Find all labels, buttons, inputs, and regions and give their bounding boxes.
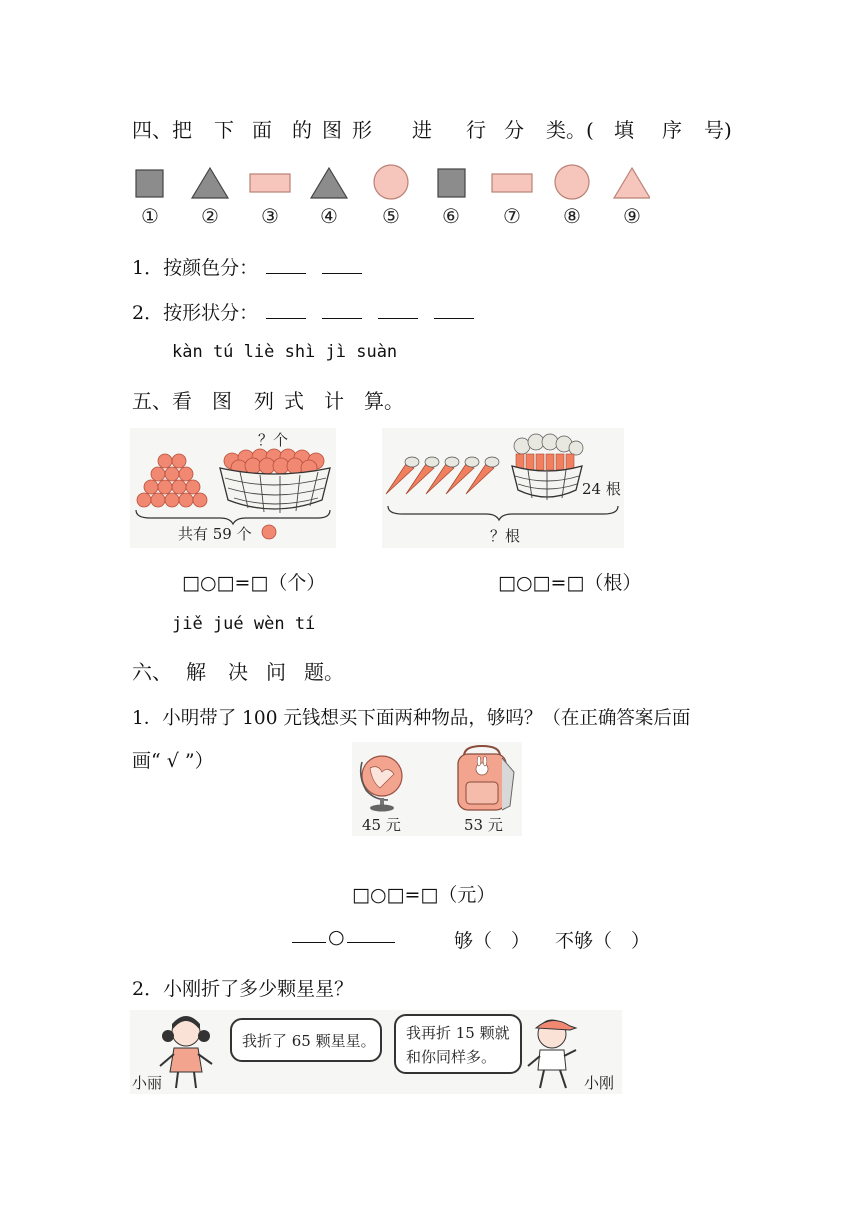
q6-1-line2: 画“ √ ”） — [132, 750, 214, 772]
globe-icon — [361, 756, 402, 812]
shape-label-1: ① — [141, 204, 159, 228]
shape-label-4: ④ — [320, 204, 338, 228]
globe-price: 45 元 — [362, 816, 401, 834]
q4-2-by-shape: 2．按形状分： — [132, 298, 482, 325]
formula-money: □○□=□（元） — [352, 884, 496, 906]
carrots-figure — [382, 428, 624, 548]
not-enough-option[interactable]: 不够（ ） — [555, 930, 651, 952]
shape-label-7: ⑦ — [503, 204, 521, 228]
apples-question-label: ？个 — [258, 431, 289, 449]
shape-4-gray-triangle — [311, 168, 347, 198]
xiaogang-speech-line1: 我再折 15 颗就 — [406, 1024, 510, 1042]
shape-label-3: ③ — [261, 204, 279, 228]
shape-2-gray-triangle — [192, 168, 228, 198]
carrots-question-label: ？根 — [490, 527, 521, 545]
formula-apples: □○□=□（个） — [182, 572, 326, 594]
section6-pinyin: jiě jué wèn tí — [172, 614, 316, 634]
apples-figure — [130, 428, 336, 548]
xiaoli-name: 小丽 — [132, 1074, 163, 1092]
q6-2: 2．小刚折了多少颗星星？ — [132, 978, 354, 1000]
boy-icon — [528, 1020, 576, 1088]
shape-label-9: ⑨ — [623, 204, 641, 228]
answer-blank[interactable] — [266, 304, 306, 319]
shape-6-gray-square — [438, 169, 465, 197]
girl-icon — [160, 1016, 212, 1088]
carrots-amount-label: 24 根 — [582, 480, 621, 498]
answer-blank[interactable] — [378, 304, 418, 319]
q6-1-line1: 1．小明带了 100 元钱想买下面两种物品，够吗？（在正确答案后面 — [132, 708, 691, 729]
compare-blank-right[interactable] — [347, 928, 395, 943]
apples-total-label: 共有 59 个 — [178, 525, 252, 543]
xiaoli-speech-bubble — [230, 1018, 382, 1062]
dialogue-figure — [130, 1010, 622, 1094]
shape-label-2: ② — [201, 204, 219, 228]
answer-blank[interactable] — [434, 304, 474, 319]
backpack-icon — [458, 746, 514, 810]
enough-option[interactable]: 够（ ） — [454, 930, 531, 952]
shape-label-5: ⑤ — [382, 204, 400, 228]
compare-row — [292, 926, 395, 948]
compare-blank-left[interactable] — [292, 928, 326, 943]
shape-7-pink-rectangle — [492, 174, 532, 192]
shape-3-pink-rectangle — [250, 174, 290, 192]
xiaogang-speech-line2: 和你同样多。 — [406, 1048, 497, 1066]
backpack-price: 53 元 — [464, 816, 503, 834]
xiaogang-speech-bubble — [394, 1014, 522, 1074]
compare-circle[interactable]: ○ — [328, 926, 345, 948]
section5-pinyin: kàn tú liè shì jì suàn — [172, 342, 398, 362]
shapes-figure — [130, 160, 650, 230]
shape-9-pink-triangle — [614, 168, 650, 198]
shape-label-6: ⑥ — [442, 204, 460, 228]
shape-label-8: ⑧ — [563, 204, 581, 228]
formula-carrots: □○□=□（根） — [498, 572, 642, 594]
shape-8-pink-circle — [555, 165, 589, 199]
xiaoli-speech-text: 我折了 65 颗星星。 — [242, 1032, 376, 1050]
items-figure — [352, 742, 522, 836]
answer-blank[interactable] — [322, 259, 362, 274]
xiaogang-name: 小刚 — [584, 1074, 615, 1092]
q4-1-by-color: 1．按颜色分： — [132, 253, 370, 280]
shape-5-pink-circle — [374, 165, 408, 199]
answer-blank[interactable] — [322, 304, 362, 319]
answer-blank[interactable] — [266, 259, 306, 274]
shape-1-gray-square — [136, 170, 163, 197]
